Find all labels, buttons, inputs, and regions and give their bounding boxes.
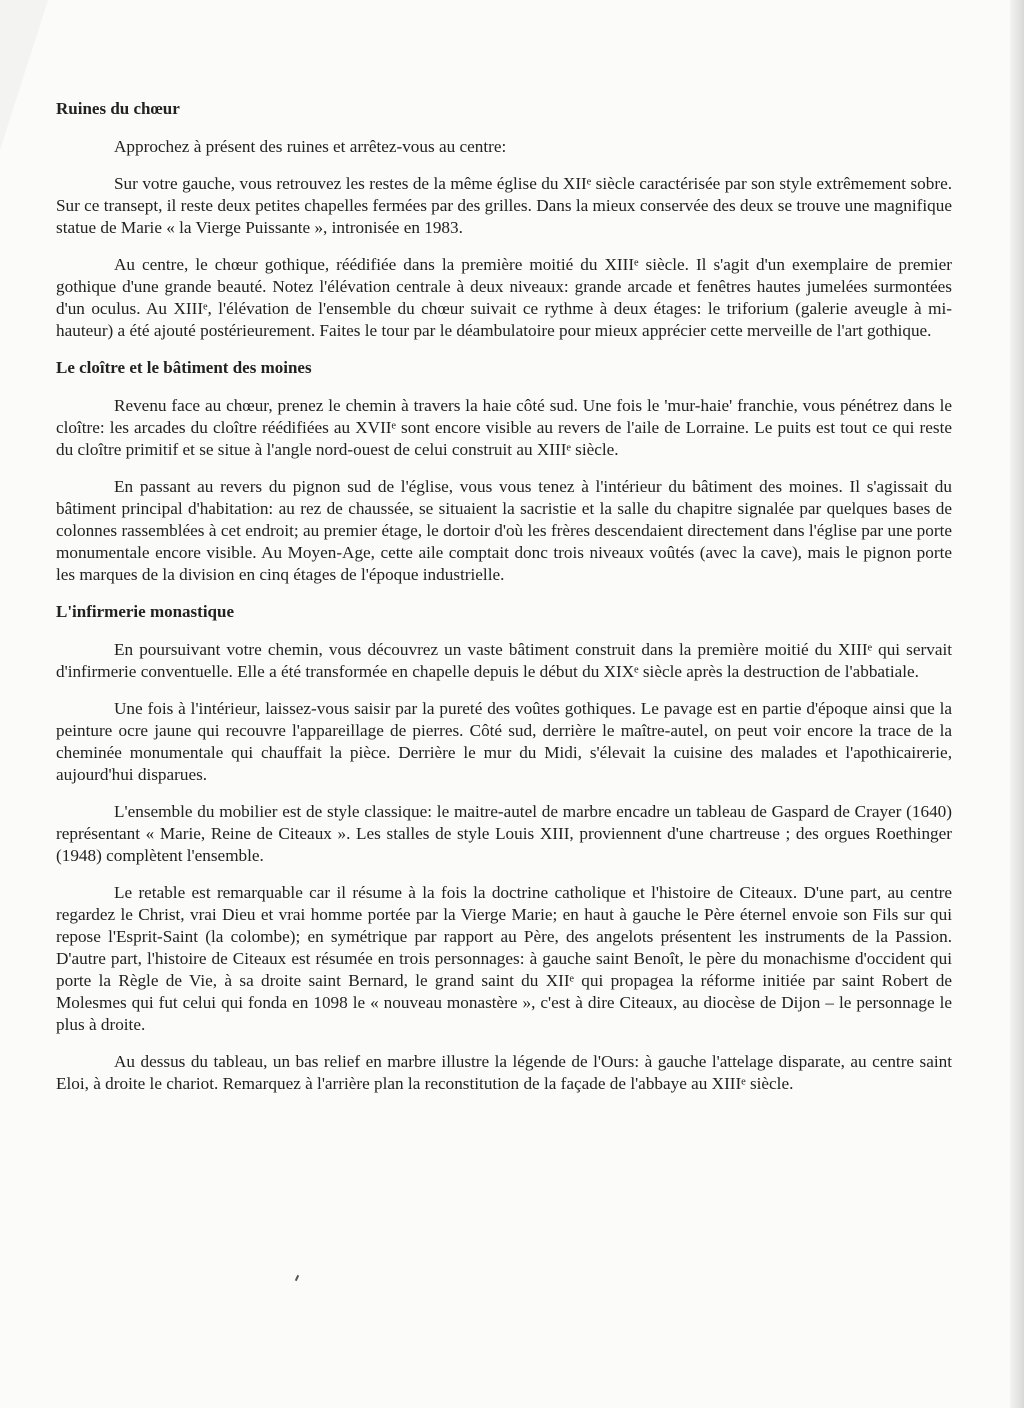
paragraph: Une fois à l'intérieur, laissez-vous saisir par la pureté des voûtes gothiques. Le pavage est en partie d'époque ainsi que la peinture ocre jaune qui recouvre l'appareillage de pierres. Côté sud, derrière le maître-autel, on peut voir encore la trace de la cheminée monumentale qui chauffait la pièce. Derrière le mur du Midi, s'élevait la cuisine des malades et l'apothicairerie, aujourd'hui disparues. (56, 699, 952, 784)
paragraph: Revenu face au chœur, prenez le chemin à travers la haie côté sud. Une fois le 'mur-haie' franchie, vous pénétrez dans le cloître: les arcades du cloître réédifiées au XVIIᵉ sont encore visible au revers de l'aile de Lorraine. Le puits est tout ce qui reste du cloître primitif et se situe à l'angle nord-ouest de celui construit au XIIIᵉ siècle. (56, 396, 952, 459)
paragraph: En passant au revers du pignon sud de l'église, vous vous tenez à l'intérieur du bâtiment des moines. Il s'agissait du bâtiment principal d'habitation: au rez de chaussée, se situaient la sacristie et la salle du chapitre signalée par quelques bases de colonnes rassemblées à cet endroit; au premier étage, le dortoir d'où les frères descendaient directement dans l'église par une porte monumentale encore visible. Au Moyen-Age, cette aile comptait donc trois niveaux voûtés (avec la cave), mais le pignon porte les marques de la division en cinq étages de l'époque industrielle. (56, 477, 952, 584)
paragraph: Au dessus du tableau, un bas relief en marbre illustre la légende de l'Ours: à gauche l'attelage disparate, au centre saint Eloi, à droite le chariot. Remarquez à l'arrière plan la reconstitution de la façade de l'abbaye au XIIIᵉ siècle. (56, 1052, 952, 1093)
section-heading: Ruines du chœur (56, 99, 180, 118)
document-body (56, 98, 952, 1095)
section-heading: L'infirmerie monastique (56, 602, 235, 621)
page-fold-shadow (0, 0, 48, 150)
paragraph: En poursuivant votre chemin, vous découvrez un vaste bâtiment construit dans la première moitié du XIIIᵉ qui servait d'infirmerie conventuelle. Elle a été transformée en chapelle depuis le début du XIXᵉ siècle après la destruction de l'abbatiale. (56, 640, 952, 681)
paragraph: L'ensemble du mobilier est de style classique: le maitre-autel de marbre encadre un tableau de Gaspard de Crayer (1640) représentant « Marie, Reine de Citeaux ». Les stalles de style Louis XIII, proviennent d'une chartreuse ; des orgues Roethinger (1948) complètent l'ensemble. (56, 802, 952, 865)
section-cloitre-batiment-moines (56, 357, 952, 586)
section-ruines-du-choeur (56, 98, 952, 342)
paragraph: Approchez à présent des ruines et arrêtez-vous au centre: (114, 137, 507, 156)
scan-speck (295, 1275, 299, 1281)
page-edge-shadow (1010, 0, 1024, 1408)
section-heading: Le cloître et le bâtiment des moines (56, 358, 312, 377)
paragraph: Au centre, le chœur gothique, réédifiée dans la première moitié du XIIIᵉ siècle. Il s'agit d'un exemplaire de premier gothique d'une grande beauté. Notez l'élévation centrale à deux niveaux: grande arcade et fenêtres hautes jumelées surmontées d'un oculus. Au XIIIᵉ, l'élévation de l'ensemble du chœur suivait ce rythme à deux étages: le triforium (galerie aveugle à mi-hauteur) a été ajouté postérieurement. Faites le tour par le déambulatoire pour mieux apprécier cette merveille de l'art gothique. (56, 255, 952, 340)
section-infirmerie-monastique (56, 601, 952, 1095)
paragraph: Le retable est remarquable car il résume à la fois la doctrine catholique et l'histoire de Citeaux. D'une part, au centre regardez le Christ, vrai Dieu et vrai homme portée par la Vierge Marie; en haut à gauche le Père éternel envoie son Fils sur qui repose l'Esprit-Saint (la colombe); en symétrique par rapport au Père, des angelots présentent les instruments de la Passion. D'autre part, l'histoire de Citeaux est résumée en trois personnages: à gauche saint Benoît, le père du monachisme d'occident qui porte la Règle de Vie, à sa droite saint Bernard, le grand saint du XIIᵉ qui propagea la réforme initiée par saint Robert de Molesmes qui fut celui qui fonda en 1098 le « nouveau monastère », c'est à dire Citeaux, au diocèse de Dijon – le personnage le plus à droite. (56, 883, 952, 1034)
paragraph: Sur votre gauche, vous retrouvez les restes de la même église du XIIᵉ siècle caractérisée par son style extrêmement sobre. Sur ce transept, il reste deux petites chapelles fermées par des grilles. Dans la mieux conservée des deux se trouve une magnifique statue de Marie « la Vierge Puissante », intronisée en 1983. (56, 174, 952, 237)
